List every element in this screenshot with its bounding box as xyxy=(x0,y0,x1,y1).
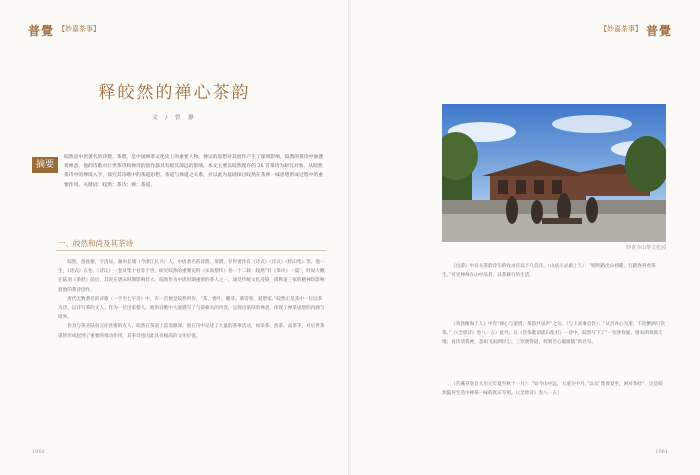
section-heading: 一、皎然和尚及其茶诗 xyxy=(58,239,133,248)
abstract-badge: 摘要 xyxy=(32,157,58,173)
body-paragraph: 皎然，俗姓谢，字清昼，湖州长城（今浙江长兴）人，中唐著名的诗僧、茶僧，存世著作有《诗式》《诗议》《杼山集》等。他一生，《诗式》五卷、《诗议》一卷及集十卷等于世。研究皎然的重要史料《宋高僧传》卷一十二载：皎然“有《茶诀》一篇”，时间大概在陆羽《茶经》前后，其说在唐宋时期影响甚大。皎然作为中唐时期重要的茶人之一，深受传统文化浸染，儒释道三家的精神均影响着他的茶诗创作。 xyxy=(58,260,325,293)
body-paragraph: 《出游》中有关茶韵诗句的收录有以下几首诗。（山居示灵澈上人）：“晴明路出山初暖，行踏春苔看茶生。”可见禅师在山中品茗，以茶修行的生活。 xyxy=(442,264,656,279)
right-text-block xyxy=(442,262,666,280)
body-paragraph: （苕溪草堂自大历元年夏至秋十一月）：“如今山中远，大道分中月。”以及“焚香宴坐，闲对茶经”，这是皎然隐居生活中禅茶一味的真实写照。（《全唐诗》卷八一五） xyxy=(442,382,663,397)
page-number-right: 1061 xyxy=(655,449,668,455)
body-paragraph: 《寄汤衡海上人》中有“禅心与道情，茶韵共泉声”之句。（与王录事会饮）：“从吾养心为道，不饮醉酒只饮茶。”（《全唐诗》卷八一五）此外，在《饮茶歌诮崔石使君》一诗中，皎然写下了“一饮涤昏寐，情来朗爽满天地；再饮清我神，忽如飞雨洒轻尘；三饮便得道，何须苦心破烦恼”的名句。 xyxy=(442,322,665,346)
article-body xyxy=(58,258,326,341)
right-text-block xyxy=(442,380,666,398)
header-logo: 普覺 xyxy=(28,24,55,38)
left-page xyxy=(0,0,349,475)
header-section-label: 【妙嘉茶事】 xyxy=(58,25,100,33)
header-logo: 普覺 xyxy=(645,24,672,38)
temple-photo xyxy=(442,104,666,242)
header-section-label: 【妙嘉茶事】 xyxy=(600,25,642,33)
abstract-text: 皎然是中唐著名的诗僧、茶僧，是中国禅茶文化史上的重要人物。禅宗的思想对其创作产生了深刻影响，皎然的茶诗中渗透着禅意，他的诗歌对后世茶诗和禅诗的创作都具有极其深远的影响。本文主要以皎然现存的 26 首茶诗为研究对象，从皎然茶诗中的禅境入手，探究其诗歌中的茶道思想、茶道与禅道之关系，并以此为基础探讨皎然在茶禅一味思想形成过程中的重要作用。关键词：皎然；茶诗；禅；茶道。 xyxy=(64,155,324,188)
right-text-block xyxy=(442,320,666,348)
article-author: 文 / 曾 静 xyxy=(152,115,197,121)
temple-photo-illustration xyxy=(442,104,666,242)
section-divider xyxy=(56,250,326,251)
body-paragraph: 唐代无数著名的诗歌（一字至七字诗）中，有一首便是皎然所作，“茶，香叶，嫩芽。慕诗客，爱僧家。”皎然正是其中一位以茶为诗、以诗写茶的文人。作为一位出家僧人，他的诗歌中大量描写了与茶相关的内容，呈现出浓厚的禅意，体现了禅茶思想的内涵与境界。 xyxy=(58,296,325,321)
body-paragraph: 作为与茶圣陆羽交往甚密的友人，皎然在茶道上造诣颇深。他在诗中记述了大量的茶事活动，如采茶、煎茶、品茶等，对后世茶道的形成起到了重要的推动作用，其茶诗也因此具有极高的文化价值。 xyxy=(58,324,325,339)
page-number-left: 1060 xyxy=(32,449,45,455)
article-title: 释皎然的禅心茶韵 xyxy=(98,83,251,103)
photo-caption: 妙喜寺山茶文化园 xyxy=(626,245,667,251)
